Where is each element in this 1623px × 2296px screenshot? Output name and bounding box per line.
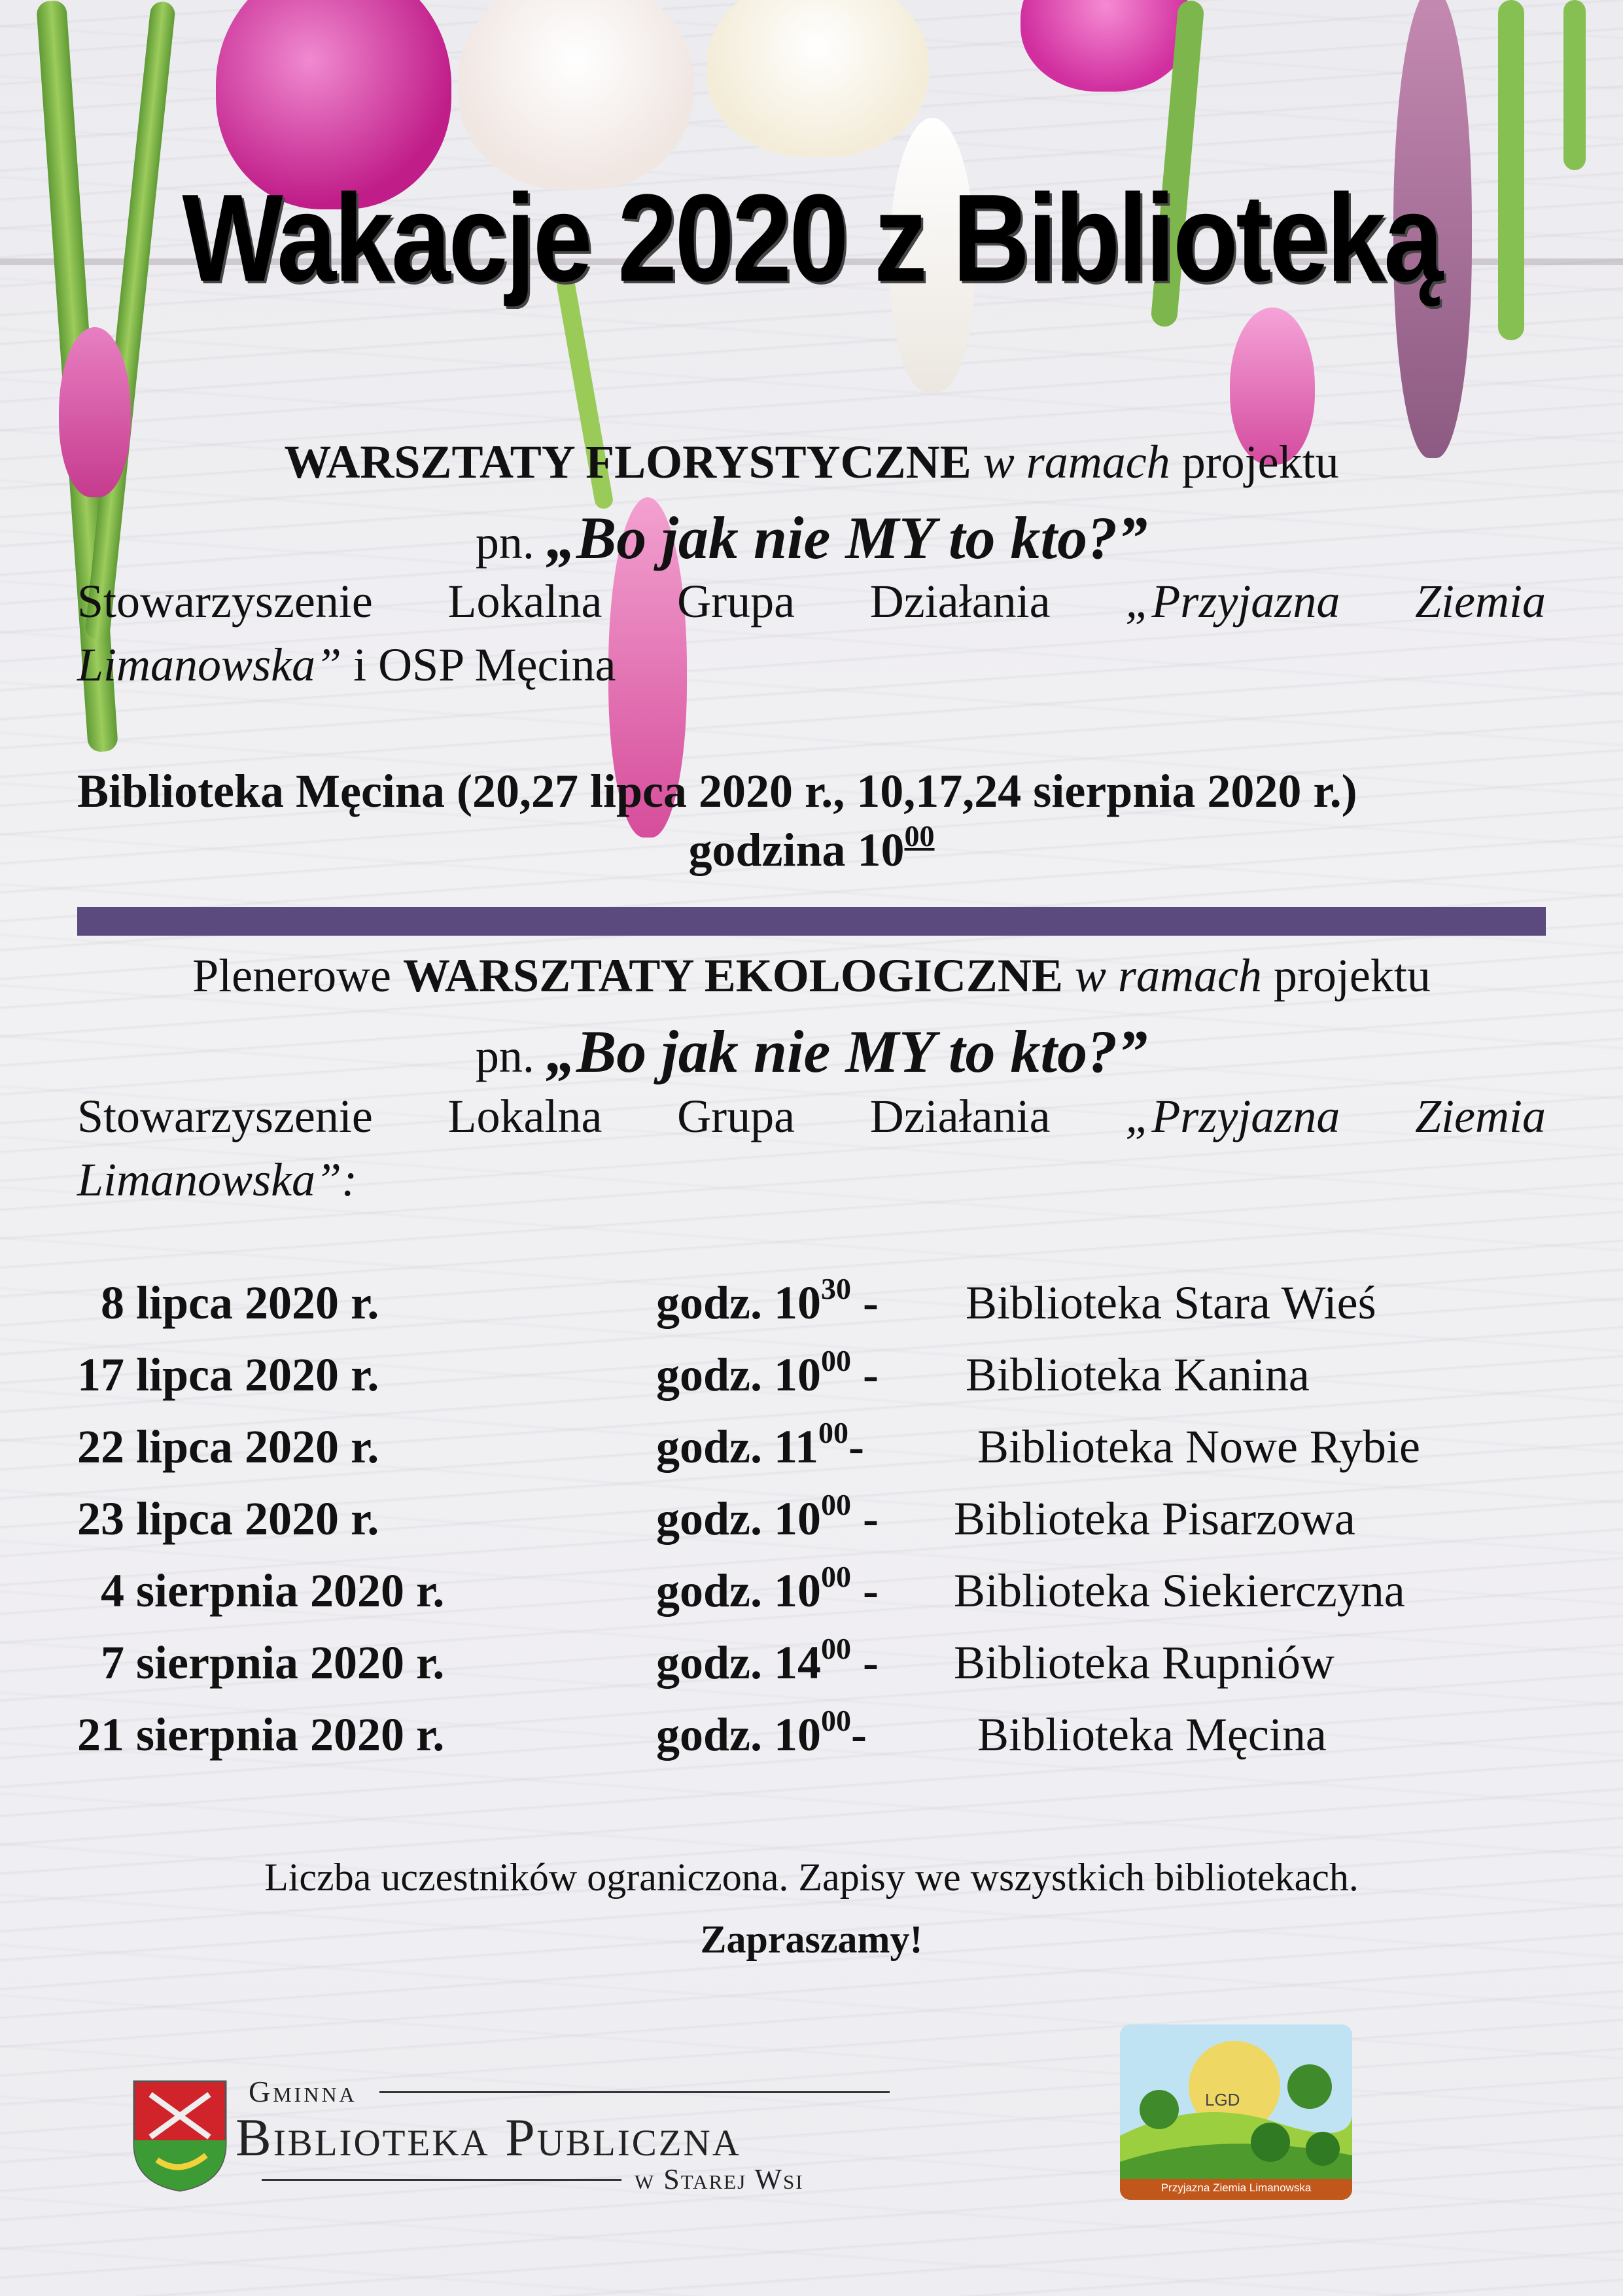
- logo-rule: [379, 2091, 890, 2093]
- white-flower: [458, 0, 693, 190]
- section1-heading: [77, 435, 1546, 489]
- schedule-time: godz. $10^{00}-$: [656, 1704, 867, 1761]
- section1-project-line: [77, 504, 1546, 573]
- page-title: Wakacje 2020 z Biblioteką: [182, 169, 1441, 308]
- schedule-time: godz. $10^{00}$ -: [656, 1488, 879, 1545]
- lgd-logo: [1120, 2024, 1352, 2200]
- lgd-badge: LGD: [1205, 2090, 1240, 2110]
- project-name: „Bo jak nie MY to kto?”: [546, 1018, 1148, 1085]
- workshop-name: WARSZTATY FLORYSTYCZNE: [284, 436, 971, 488]
- schedule-row: [77, 1632, 1546, 1701]
- colon: :: [341, 1154, 358, 1206]
- library-logo: [131, 2074, 903, 2205]
- section2-project-line: [77, 1017, 1546, 1087]
- schedule-time: godz. $10^{30}$ -: [656, 1272, 879, 1329]
- schedule-place: Biblioteka Siekierczyna: [942, 1564, 1405, 1617]
- schedule-time: godz. $10^{00}$ -: [656, 1560, 879, 1617]
- schedule-row: [77, 1344, 1546, 1413]
- library-logo-text: [236, 2074, 903, 2205]
- schedule-time: godz. $14^{00}$ -: [656, 1632, 879, 1689]
- pink-flower: [1021, 0, 1191, 92]
- schedule-time: godz. $10^{00}$ -: [656, 1344, 879, 1401]
- schedule-date: 23 lipca 2020 r.: [77, 1492, 379, 1545]
- section1-organizer-line2: [77, 638, 1546, 692]
- organizer-name: „Przyjazna Ziemia: [1125, 1090, 1546, 1142]
- workshop-name: WARSZTATY EKOLOGICZNE: [403, 949, 1063, 1002]
- schedule-date: 8 lipca 2020 r.: [77, 1277, 379, 1329]
- section2-heading: [77, 949, 1546, 1003]
- organizer-partner: i OSP Męcina: [353, 639, 616, 691]
- organizer-text: Stowarzyszenie Lokalna Grupa Działania: [77, 1090, 1051, 1142]
- schedule-date: 21 sierpnia 2020 r.: [77, 1708, 445, 1761]
- section2-organizer-line: [77, 1089, 1546, 1144]
- schedule-date: 17 lipca 2020 r.: [77, 1349, 379, 1401]
- schedule-row: [77, 1704, 1546, 1773]
- organizer-name: „Przyjazna Ziemia: [1125, 575, 1546, 627]
- lgd-landscape-icon: [1120, 2024, 1352, 2200]
- invitation-text: Zapraszamy!: [700, 1918, 923, 1961]
- flower-stem: [1563, 0, 1586, 170]
- schedule-row: [77, 1416, 1546, 1485]
- project-prefix: pn.: [475, 516, 534, 569]
- logo-rule: [262, 2179, 621, 2181]
- logo-bottom-text: w Starej Wsi: [635, 2163, 804, 2195]
- section-divider: [77, 907, 1546, 936]
- participants-note: Liczba uczestników ograniczona. Zapisy we wszystkich bibliotekach.: [264, 1856, 1359, 1899]
- within-text: w ramach: [1074, 949, 1262, 1002]
- white-flower: [707, 0, 929, 157]
- outdoor-word: Plenerowe: [192, 949, 392, 1002]
- section1-dates: Biblioteka Męcina (20,27 lipca 2020 r., 10,17,24 sierpnia 2020 r.): [77, 765, 1357, 817]
- schedule-place: Biblioteka Nowe Rybie: [942, 1421, 1421, 1473]
- section1-organizer-line: [77, 574, 1546, 629]
- schedule-row: [77, 1488, 1546, 1557]
- schedule-date: 22 lipca 2020 r.: [77, 1421, 379, 1473]
- organizer-text: Stowarzyszenie Lokalna Grupa Działania: [77, 575, 1051, 627]
- section2-organizer-line2: [77, 1153, 1546, 1207]
- section1-hour: [77, 819, 1546, 877]
- logo-main-text: Biblioteka Publiczna: [236, 2108, 741, 2167]
- schedule-place: Biblioteka Rupniów: [942, 1636, 1335, 1689]
- organizer-name-cont: Limanowska”: [77, 1154, 342, 1206]
- logo-top-word: Gminna: [249, 2075, 357, 2108]
- schedule-place: Biblioteka Męcina: [942, 1708, 1327, 1761]
- schedule-row: [77, 1560, 1546, 1629]
- schedule-row: [77, 1272, 1546, 1341]
- project-name: „Bo jak nie MY to kto?”: [546, 504, 1148, 571]
- schedule-date: 4 sierpnia 2020 r.: [77, 1564, 445, 1617]
- schedule-place: Biblioteka Pisarzowa: [942, 1492, 1355, 1545]
- hour-minutes: 00: [904, 819, 935, 853]
- schedule-time: godz. $11^{00}-$: [656, 1416, 865, 1473]
- schedule-place: Biblioteka Stara Wieś: [942, 1277, 1376, 1329]
- hour-text: godzina 10: [688, 824, 905, 876]
- lgd-caption: Przyjazna Ziemia Limanowska: [1161, 2181, 1312, 2194]
- organizer-name-cont: Limanowska”: [77, 639, 342, 691]
- within-text: w ramach: [983, 436, 1170, 488]
- project-prefix: pn.: [475, 1030, 534, 1082]
- coat-of-arms-icon: [131, 2078, 229, 2193]
- schedule-date: 7 sierpnia 2020 r.: [77, 1636, 445, 1689]
- project-word: projektu: [1181, 436, 1339, 488]
- project-word: projektu: [1273, 949, 1431, 1002]
- schedule-place: Biblioteka Kanina: [942, 1349, 1310, 1401]
